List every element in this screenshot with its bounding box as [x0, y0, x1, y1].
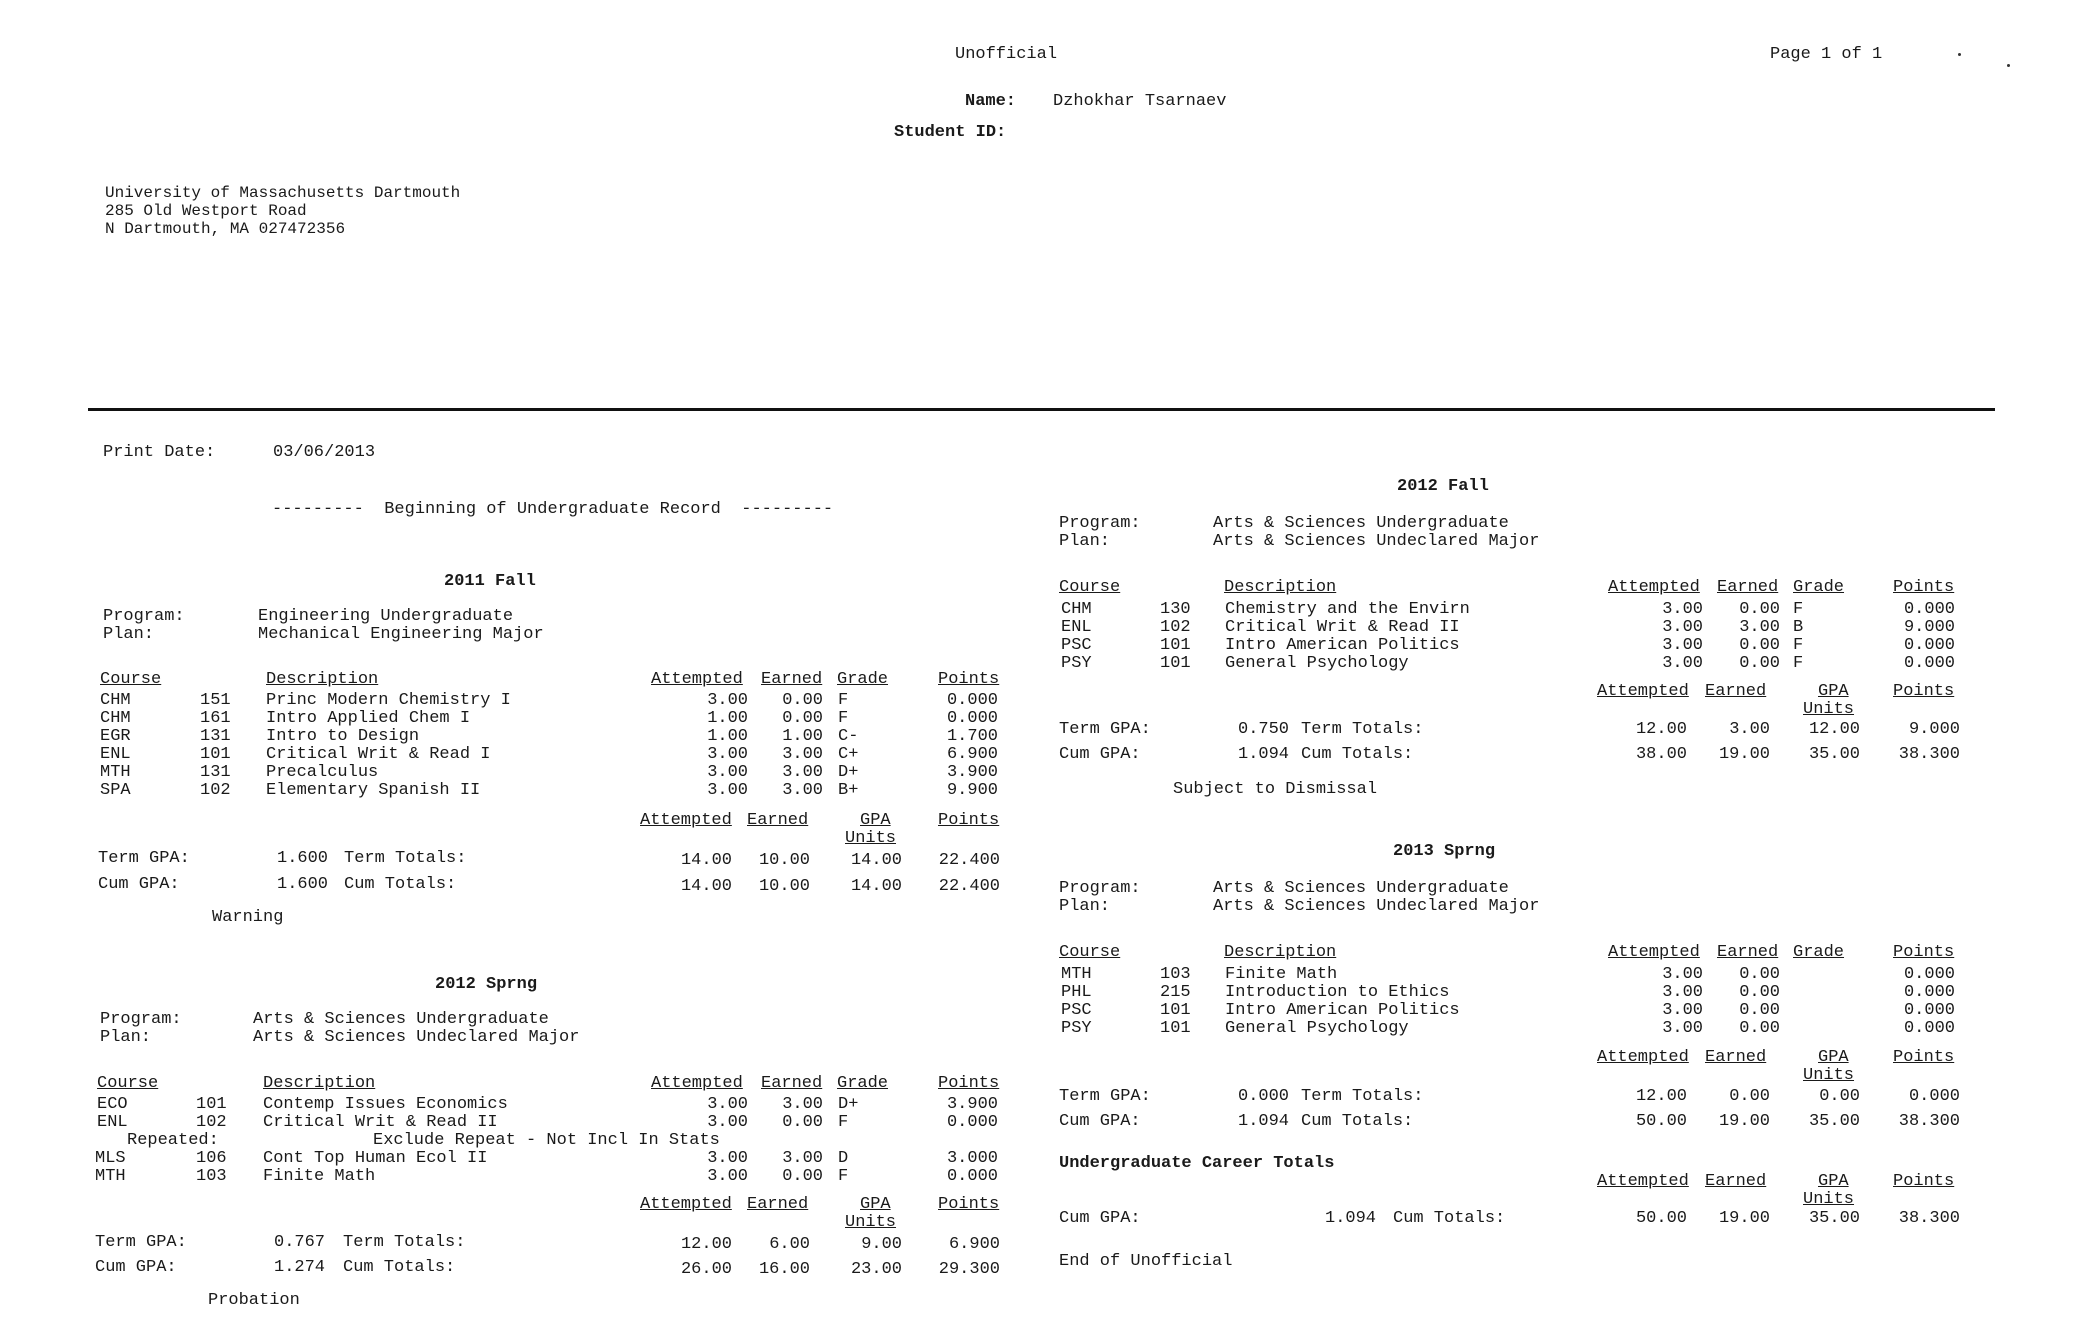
course-subject: CHM	[100, 709, 131, 728]
repeated-label: Repeated:	[127, 1131, 219, 1150]
course-number: 131	[200, 763, 231, 782]
col-header-description: Description	[266, 670, 379, 689]
document-title: Unofficial	[955, 45, 1058, 64]
course-subject: PHL	[1061, 983, 1092, 1002]
course-number: 101	[1160, 1001, 1191, 1020]
course-number: 102	[196, 1113, 227, 1132]
course-grade: C-	[838, 727, 859, 746]
program-value: Engineering Undergraduate	[258, 607, 514, 626]
term-total-earned: 3.00	[1729, 720, 1770, 739]
course-points: 9.000	[1903, 618, 1955, 637]
course-grade: B	[1793, 618, 1804, 637]
totals-header-points: Points	[1893, 1172, 1955, 1191]
term-total-attempted: 14.00	[680, 851, 732, 870]
academic-status: Warning	[212, 908, 284, 927]
cum-total-units: 14.00	[850, 877, 902, 896]
term-totals-label: Term Totals:	[343, 1233, 466, 1252]
course-subject: MTH	[100, 763, 131, 782]
course-description: Intro American Politics	[1225, 1001, 1460, 1020]
cum-gpa-value: 1.094	[1238, 745, 1290, 764]
col-header-grade: Grade	[1793, 578, 1845, 597]
course-points: 3.000	[946, 1149, 998, 1168]
totals-header-points: Points	[1893, 1048, 1955, 1067]
course-grade: F	[838, 1167, 849, 1186]
program-value: Arts & Sciences Undergraduate	[1213, 879, 1509, 898]
course-earned: 0.00	[1739, 1001, 1780, 1020]
course-points: 0.000	[1903, 965, 1955, 984]
term-total-points: 6.900	[948, 1235, 1000, 1254]
course-attempted: 1.00	[707, 727, 748, 746]
course-grade: D	[838, 1149, 849, 1168]
course-attempted: 3.00	[707, 1149, 748, 1168]
totals-header-units: Units	[1803, 700, 1855, 719]
totals-header-attempted: Attempted	[640, 1195, 732, 1214]
course-grade: F	[838, 691, 849, 710]
course-attempted: 3.00	[1662, 965, 1703, 984]
totals-header-points: Points	[938, 1195, 1000, 1214]
col-header-points: Points	[938, 1074, 1000, 1093]
cum-total-earned: 19.00	[1718, 1209, 1770, 1228]
course-subject: MTH	[95, 1167, 126, 1186]
course-attempted: 3.00	[1662, 600, 1703, 619]
cum-gpa-label: Cum GPA:	[1059, 745, 1141, 764]
totals-header-gpa: GPA	[1818, 682, 1849, 701]
course-attempted: 3.00	[707, 1095, 748, 1114]
course-earned: 0.00	[1739, 636, 1780, 655]
course-number: 101	[1160, 1019, 1191, 1038]
course-attempted: 3.00	[707, 1167, 748, 1186]
col-header-course: Course	[1059, 578, 1121, 597]
course-number: 215	[1160, 983, 1191, 1002]
cum-total-earned: 10.00	[758, 877, 810, 896]
cum-total-points: 22.400	[938, 877, 1000, 896]
col-header-description: Description	[1224, 578, 1337, 597]
course-earned: 3.00	[782, 781, 823, 800]
course-earned: 3.00	[782, 1149, 823, 1168]
course-number: 161	[200, 709, 231, 728]
col-header-earned: Earned	[1717, 578, 1779, 597]
course-points: 3.900	[946, 763, 998, 782]
course-grade: C+	[838, 745, 859, 764]
term-gpa-value: 1.600	[277, 849, 329, 868]
academic-status: Subject to Dismissal	[1173, 780, 1378, 799]
totals-header-attempted: Attempted	[640, 811, 732, 830]
course-points: 0.000	[946, 691, 998, 710]
course-attempted: 3.00	[707, 691, 748, 710]
course-points: 0.000	[1903, 983, 1955, 1002]
cum-total-earned: 16.00	[758, 1260, 810, 1279]
plan-value: Arts & Sciences Undeclared Major	[1213, 532, 1540, 551]
cum-total-points: 38.300	[1898, 745, 1960, 764]
course-subject: ENL	[1061, 618, 1092, 637]
col-header-description: Description	[263, 1074, 376, 1093]
cum-total-points: 38.300	[1898, 1209, 1960, 1228]
term-total-units: 9.00	[861, 1235, 902, 1254]
address-line: 285 Old Westport Road	[105, 202, 307, 220]
scan-speck	[1958, 53, 1961, 56]
term-total-attempted: 12.00	[1635, 1087, 1687, 1106]
course-number: 103	[196, 1167, 227, 1186]
course-points: 1.700	[946, 727, 998, 746]
page-number: Page 1 of 1	[1770, 45, 1883, 64]
term-total-units: 14.00	[850, 851, 902, 870]
course-subject: PSY	[1061, 1019, 1092, 1038]
col-header-grade: Grade	[837, 1074, 889, 1093]
course-description: General Psychology	[1225, 1019, 1409, 1038]
course-description: Critical Writ & Read I	[266, 745, 491, 764]
course-subject: ENL	[97, 1113, 128, 1132]
course-subject: MTH	[1061, 965, 1092, 984]
col-header-grade: Grade	[837, 670, 889, 689]
course-description: Introduction to Ethics	[1225, 983, 1450, 1002]
course-earned: 3.00	[782, 745, 823, 764]
address-line: University of Massachusetts Dartmouth	[105, 184, 461, 202]
term-total-attempted: 12.00	[680, 1235, 732, 1254]
cum-total-points: 38.300	[1898, 1112, 1960, 1131]
course-attempted: 1.00	[707, 709, 748, 728]
course-attempted: 3.00	[707, 745, 748, 764]
cum-gpa-label: Cum GPA:	[98, 875, 180, 894]
col-header-grade: Grade	[1793, 943, 1845, 962]
term-gpa-value: 0.000	[1238, 1087, 1290, 1106]
col-header-course: Course	[97, 1074, 159, 1093]
cum-total-units: 35.00	[1808, 745, 1860, 764]
cum-totals-label: Cum Totals:	[344, 875, 457, 894]
plan-value: Arts & Sciences Undeclared Major	[253, 1028, 580, 1047]
program-value: Arts & Sciences Undergraduate	[253, 1010, 549, 1029]
course-attempted: 3.00	[1662, 618, 1703, 637]
term-title: 2012 Sprng	[435, 975, 538, 994]
course-grade: B+	[838, 781, 859, 800]
totals-header-earned: Earned	[747, 811, 809, 830]
col-header-points: Points	[1893, 578, 1955, 597]
program-label: Program:	[103, 607, 185, 626]
term-title: 2013 Sprng	[1393, 842, 1496, 861]
col-header-attempted: Attempted	[1608, 943, 1700, 962]
term-title: 2011 Fall	[444, 572, 536, 591]
cum-gpa-value: 1.094	[1238, 1112, 1290, 1131]
cum-totals-label: Cum Totals:	[1301, 1112, 1414, 1131]
totals-header-attempted: Attempted	[1597, 1172, 1689, 1191]
course-description: Intro American Politics	[1225, 636, 1460, 655]
print-date-label: Print Date:	[103, 443, 216, 462]
course-earned: 0.00	[782, 1167, 823, 1186]
course-subject: CHM	[100, 691, 131, 710]
course-description: Contemp Issues Economics	[263, 1095, 508, 1114]
cum-gpa-label: Cum GPA:	[95, 1258, 177, 1277]
col-header-description: Description	[1224, 943, 1337, 962]
course-attempted: 3.00	[1662, 1019, 1703, 1038]
course-points: 0.000	[1903, 1019, 1955, 1038]
course-description: Princ Modern Chemistry I	[266, 691, 511, 710]
course-number: 106	[196, 1149, 227, 1168]
term-total-earned: 10.00	[758, 851, 810, 870]
name-label: Name:	[965, 92, 1017, 111]
term-gpa-label: Term GPA:	[1059, 1087, 1151, 1106]
cum-total-points: 29.300	[938, 1260, 1000, 1279]
col-header-points: Points	[1893, 943, 1955, 962]
course-earned: 0.00	[782, 691, 823, 710]
course-description: Precalculus	[266, 763, 379, 782]
course-description: Cont Top Human Ecol II	[263, 1149, 488, 1168]
course-points: 0.000	[946, 709, 998, 728]
course-number: 101	[1160, 636, 1191, 655]
print-date-value: 03/06/2013	[273, 443, 376, 462]
course-description: Elementary Spanish II	[266, 781, 481, 800]
term-total-units: 12.00	[1808, 720, 1860, 739]
cum-total-attempted: 26.00	[680, 1260, 732, 1279]
student-id-label: Student ID:	[894, 123, 1007, 142]
course-points: 3.900	[946, 1095, 998, 1114]
course-earned: 1.00	[782, 727, 823, 746]
course-points: 9.900	[946, 781, 998, 800]
course-points: 0.000	[1903, 654, 1955, 673]
course-subject: PSC	[1061, 636, 1092, 655]
course-description: Finite Math	[1225, 965, 1338, 984]
course-subject: MLS	[95, 1149, 126, 1168]
cum-total-earned: 19.00	[1718, 745, 1770, 764]
col-header-course: Course	[100, 670, 162, 689]
course-earned: 0.00	[782, 1113, 823, 1132]
course-earned: 0.00	[1739, 1019, 1780, 1038]
term-gpa-label: Term GPA:	[95, 1233, 187, 1252]
col-header-attempted: Attempted	[651, 1074, 743, 1093]
course-subject: PSC	[1061, 1001, 1092, 1020]
plan-label: Plan:	[1059, 897, 1111, 916]
cum-gpa-value: 1.274	[274, 1258, 326, 1277]
course-attempted: 3.00	[1662, 1001, 1703, 1020]
col-header-attempted: Attempted	[1608, 578, 1700, 597]
course-subject: ECO	[97, 1095, 128, 1114]
totals-header-attempted: Attempted	[1597, 1048, 1689, 1067]
course-points: 0.000	[946, 1167, 998, 1186]
course-points: 0.000	[946, 1113, 998, 1132]
course-grade: D+	[838, 763, 859, 782]
course-subject: SPA	[100, 781, 131, 800]
totals-header-attempted: Attempted	[1597, 682, 1689, 701]
course-number: 130	[1160, 600, 1191, 619]
course-grade: F	[1793, 654, 1804, 673]
term-gpa-value: 0.767	[274, 1233, 326, 1252]
course-number: 101	[1160, 654, 1191, 673]
totals-header-gpa: GPA	[860, 1195, 891, 1214]
plan-label: Plan:	[1059, 532, 1111, 551]
term-total-earned: 0.00	[1729, 1087, 1770, 1106]
cum-total-attempted: 50.00	[1635, 1209, 1687, 1228]
col-header-earned: Earned	[761, 1074, 823, 1093]
cum-totals-label: Cum Totals:	[1393, 1209, 1506, 1228]
cum-totals-label: Cum Totals:	[343, 1258, 456, 1277]
program-label: Program:	[100, 1010, 182, 1029]
address-line: N Dartmouth, MA 027472356	[105, 220, 346, 238]
term-gpa-label: Term GPA:	[98, 849, 190, 868]
term-gpa-label: Term GPA:	[1059, 720, 1151, 739]
course-grade: F	[838, 1113, 849, 1132]
course-grade: F	[1793, 636, 1804, 655]
totals-header-units: Units	[1803, 1066, 1855, 1085]
term-total-earned: 6.00	[769, 1235, 810, 1254]
course-earned: 0.00	[1739, 983, 1780, 1002]
cum-total-earned: 19.00	[1718, 1112, 1770, 1131]
cum-gpa-value: 1.094	[1325, 1209, 1377, 1228]
term-totals-label: Term Totals:	[1301, 1087, 1424, 1106]
cum-gpa-label: Cum GPA:	[1059, 1112, 1141, 1131]
course-points: 0.000	[1903, 1001, 1955, 1020]
totals-header-earned: Earned	[1705, 682, 1767, 701]
course-points: 6.900	[946, 745, 998, 764]
totals-header-points: Points	[938, 811, 1000, 830]
totals-header-units: Units	[845, 1213, 897, 1232]
plan-value: Arts & Sciences Undeclared Major	[1213, 897, 1540, 916]
term-totals-label: Term Totals:	[1301, 720, 1424, 739]
col-header-attempted: Attempted	[651, 670, 743, 689]
cum-total-units: 23.00	[850, 1260, 902, 1279]
course-description: Intro Applied Chem I	[266, 709, 471, 728]
course-description: Intro to Design	[266, 727, 420, 746]
course-subject: PSY	[1061, 654, 1092, 673]
term-gpa-value: 0.750	[1238, 720, 1290, 739]
course-grade: F	[838, 709, 849, 728]
course-grade: D+	[838, 1095, 859, 1114]
repeated-note: Exclude Repeat - Not Incl In Stats	[373, 1131, 720, 1150]
totals-header-earned: Earned	[1705, 1048, 1767, 1067]
divider-rule	[88, 408, 1995, 411]
term-total-points: 9.000	[1908, 720, 1960, 739]
course-attempted: 3.00	[1662, 983, 1703, 1002]
program-label: Program:	[1059, 514, 1141, 533]
program-value: Arts & Sciences Undergraduate	[1213, 514, 1509, 533]
totals-header-units: Units	[1803, 1190, 1855, 1209]
course-description: General Psychology	[1225, 654, 1409, 673]
course-earned: 3.00	[782, 1095, 823, 1114]
col-header-earned: Earned	[1717, 943, 1779, 962]
course-subject: CHM	[1061, 600, 1092, 619]
totals-header-gpa: GPA	[860, 811, 891, 830]
totals-header-gpa: GPA	[1818, 1048, 1849, 1067]
cum-gpa-label: Cum GPA:	[1059, 1209, 1141, 1228]
course-attempted: 3.00	[707, 1113, 748, 1132]
cum-gpa-value: 1.600	[277, 875, 329, 894]
academic-status: Probation	[208, 1291, 300, 1310]
term-total-points: 22.400	[938, 851, 1000, 870]
course-earned: 0.00	[782, 709, 823, 728]
course-number: 131	[200, 727, 231, 746]
course-attempted: 3.00	[1662, 654, 1703, 673]
term-title: 2012 Fall	[1397, 477, 1489, 496]
plan-label: Plan:	[100, 1028, 152, 1047]
cum-total-units: 35.00	[1808, 1209, 1860, 1228]
course-points: 0.000	[1903, 636, 1955, 655]
cum-total-attempted: 14.00	[680, 877, 732, 896]
plan-value: Mechanical Engineering Major	[258, 625, 544, 644]
col-header-earned: Earned	[761, 670, 823, 689]
course-number: 103	[1160, 965, 1191, 984]
course-attempted: 3.00	[1662, 636, 1703, 655]
course-number: 101	[196, 1095, 227, 1114]
course-earned: 3.00	[782, 763, 823, 782]
course-subject: EGR	[100, 727, 131, 746]
term-totals-label: Term Totals:	[344, 849, 467, 868]
totals-header-points: Points	[1893, 682, 1955, 701]
program-label: Program:	[1059, 879, 1141, 898]
course-description: Finite Math	[263, 1167, 376, 1186]
course-description: Critical Writ & Read II	[263, 1113, 498, 1132]
course-attempted: 3.00	[707, 781, 748, 800]
course-earned: 0.00	[1739, 600, 1780, 619]
totals-header-units: Units	[845, 829, 897, 848]
course-earned: 0.00	[1739, 654, 1780, 673]
course-number: 102	[200, 781, 231, 800]
end-of-record: End of Unofficial	[1059, 1252, 1233, 1271]
totals-header-earned: Earned	[747, 1195, 809, 1214]
beginning-record-banner: --------- Beginning of Undergraduate Record ---------	[272, 500, 834, 519]
course-description: Chemistry and the Envirn	[1225, 600, 1470, 619]
course-earned: 0.00	[1739, 965, 1780, 984]
term-total-attempted: 12.00	[1635, 720, 1687, 739]
cum-totals-label: Cum Totals:	[1301, 745, 1414, 764]
cum-total-attempted: 38.00	[1635, 745, 1687, 764]
course-grade: F	[1793, 600, 1804, 619]
course-number: 102	[1160, 618, 1191, 637]
course-earned: 3.00	[1739, 618, 1780, 637]
course-attempted: 3.00	[707, 763, 748, 782]
plan-label: Plan:	[103, 625, 155, 644]
cum-total-units: 35.00	[1808, 1112, 1860, 1131]
course-points: 0.000	[1903, 600, 1955, 619]
course-number: 151	[200, 691, 231, 710]
col-header-course: Course	[1059, 943, 1121, 962]
career-totals-title: Undergraduate Career Totals	[1059, 1154, 1335, 1173]
term-total-units: 0.00	[1819, 1087, 1860, 1106]
col-header-points: Points	[938, 670, 1000, 689]
totals-header-gpa: GPA	[1818, 1172, 1849, 1191]
term-total-points: 0.000	[1908, 1087, 1960, 1106]
course-number: 101	[200, 745, 231, 764]
course-description: Critical Writ & Read II	[1225, 618, 1460, 637]
scan-speck	[2007, 64, 2010, 67]
totals-header-earned: Earned	[1705, 1172, 1767, 1191]
cum-total-attempted: 50.00	[1635, 1112, 1687, 1131]
student-name: Dzhokhar Tsarnaev	[1053, 92, 1227, 111]
course-subject: ENL	[100, 745, 131, 764]
